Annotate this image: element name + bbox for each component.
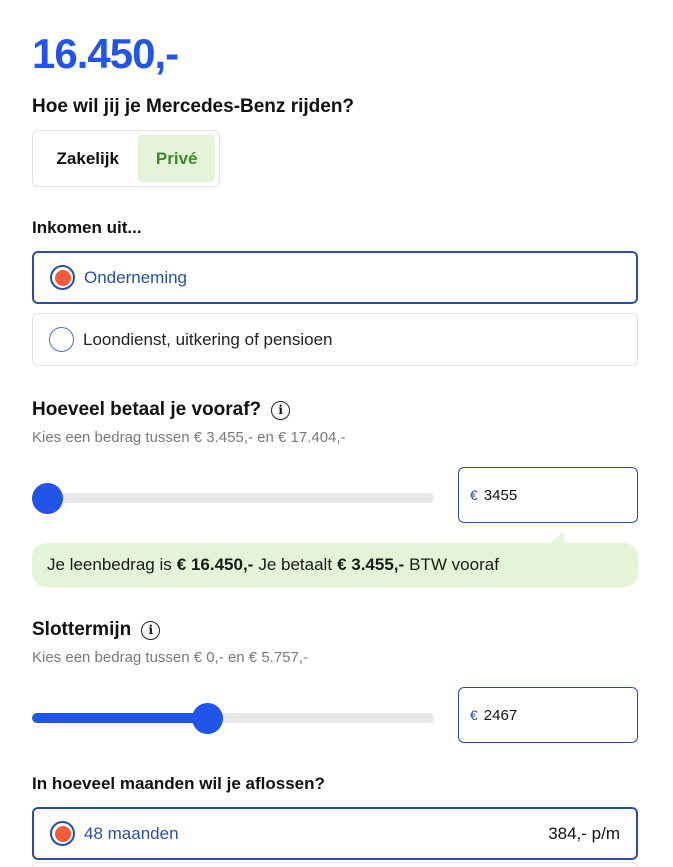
ride-question: Hoe wil jij je Mercedes-Benz rijden? (32, 96, 355, 117)
upfront-subtitle: Kies een bedrag tussen € 3.455,- en € 17.404,- (32, 429, 346, 446)
currency-label: € (470, 707, 478, 723)
balloon-amount-input[interactable] (458, 687, 638, 743)
ride-option-prive[interactable]: Privé (138, 135, 215, 182)
income-option-onderneming[interactable] (32, 251, 638, 304)
upfront-slider-track[interactable] (32, 493, 434, 503)
info-icon[interactable]: i (141, 621, 160, 640)
balloon-subtitle: Kies een bedrag tussen € 0,- en € 5.757,- (32, 649, 309, 666)
months-option-label: 48 maanden (84, 823, 179, 843)
income-option-label: Loondienst, uitkering of pensioen (83, 329, 333, 349)
balloon-heading (32, 619, 160, 641)
loan-note-text: Je betaalt (258, 555, 333, 574)
income-option-loondienst[interactable] (32, 313, 638, 366)
monthly-price: 384,- p/m (548, 823, 620, 843)
radio-selected-icon (50, 821, 75, 846)
ride-type-toggle (32, 130, 220, 187)
months-option-next[interactable] (32, 862, 638, 867)
months-option-48[interactable] (32, 807, 638, 860)
loan-summary-note (32, 543, 638, 587)
price-total: 16.450,- (32, 30, 179, 77)
balloon-slider-handle[interactable] (192, 703, 223, 734)
ride-option-zakelijk[interactable]: Zakelijk (56, 148, 119, 168)
income-heading: Inkomen uit... (32, 218, 142, 237)
balloon-heading-text: Slottermijn (32, 619, 132, 640)
upfront-heading-text: Hoeveel betaal je vooraf? (32, 399, 262, 420)
balloon-slider-track[interactable] (32, 713, 434, 723)
vat-upfront-amount: € 3.455,- (337, 555, 405, 574)
income-option-label: Onderneming (84, 267, 188, 287)
loan-amount: € 16.450,- (176, 555, 254, 574)
balloon-amount-value: 2467 (483, 706, 518, 724)
upfront-slider-handle[interactable] (32, 483, 63, 514)
info-icon[interactable]: i (271, 401, 290, 420)
upfront-amount-input[interactable] (458, 467, 638, 523)
currency-label: € (470, 487, 478, 503)
upfront-amount-value: 3455 (483, 486, 518, 504)
radio-selected-icon (50, 265, 75, 290)
loan-note-text: Je leenbedrag is (47, 555, 172, 574)
radio-unselected-icon (49, 327, 74, 352)
upfront-heading (32, 399, 290, 421)
months-heading: In hoeveel maanden wil je aflossen? (32, 774, 325, 793)
loan-note-text: BTW vooraf (409, 555, 499, 574)
balloon-slider-fill (32, 713, 207, 723)
